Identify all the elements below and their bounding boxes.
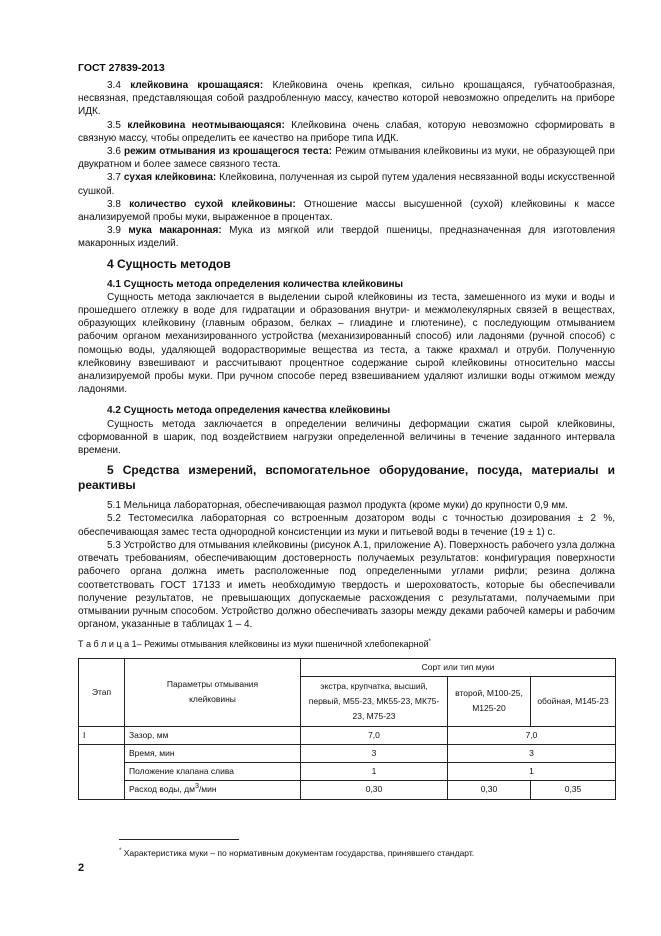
footnote-separator [119,839,239,840]
stage-cell: I [79,726,125,744]
params-header: Параметры отмывания клейковины [125,658,301,726]
paragraph-5-3: 5.3 Устройство для отмывания клейковины (рисунок А.1, приложение А). Поверхность рабочего узла должна отвечать требованиям, обеспечивающим достоверность получаемых результатов: конфигурация поверхности рабочего органа должна иметь расположенные под определенными углами рифли; резина должна соответствовать ГОСТ 17133 и иметь необходимую твердость и шероховатость, которые бы обеспечивали получение результатов, не превышающих допускаемые расхождения с результатами, получаемыми при отмывании ручным способом. Устройство должно обеспечивать зазоры между деками рабочей камеры и рабочим органом, указанные в таблицах 1 – 4. [78,539,615,631]
document-header: ГОСТ 27839-2013 [78,62,165,74]
definition-3-5: 3.5 клейковина неотмывающаяся: Клейковина очень слабая, которую невозможно сформировать в связную массу, чтобы определить ее качество на приборе типа ИДК. [78,119,615,144]
value-cell: 3 [448,744,616,762]
value-cell: 3 [301,744,448,762]
value-cell: 1 [448,763,616,781]
stage-cell [79,744,125,799]
subsection-4-1-text: Сущность метода заключается в выделении сырой клейковины из теста, замешенного из муки и воды и прошедшего отлежку в воде для гидратации и образования внутри- и межмолекулярных связей в веществах, образующих клейковину (главным образом, белках – глиадине и глютенине), с последующим отмыванием рабочим органом механизированного устройства (механизированный способ) или ладонями (ручной способ) с помощью воды, удаляющей водорастворимые вещества из теста, а также крахмал и отруби. Полученную клейковину взвешивают и рассчитывают процентное содержание сырой клейковины относительно массы анализируемой пробы муки. При ручном способе перед взвешиванием удаляют излишки воды отжимом между ладонями. [78,291,615,396]
value-cell: 7,0 [301,726,448,744]
table-row [79,763,616,781]
param-cell: Расход воды, $дм^3$/мин [125,781,301,799]
param-cell: Зазор, мм [125,726,301,744]
table-row [79,744,616,762]
subsection-4-1-heading: 4.1 Сущность метода определения количества клейковины [107,278,404,290]
grade-col-1: экстра, крупчатка, высший, первый, М55-23, МК55-23, МК75-23, М75-23 [301,676,448,726]
value-cell: 0,30 [301,781,448,799]
value-cell: 1 [301,763,448,781]
section-5-heading: 5 Средства измерений, вспомогательное оборудование, посуда, материалы и реактивы [78,463,615,493]
value-cell: 0,30 [448,781,531,799]
paragraph-5-1: 5.1 Мельница лабораторная, обеспечивающая размол продукта (кроме муки) до крупности 0,9 мм. [107,500,568,512]
footnote: * Характеристика муки – по нормативным документам государства, принявшего стандарт. [119,848,475,858]
section-4-heading: 4 Сущность методов [107,256,231,271]
table-header-row [79,658,616,676]
stage-header: Этап [79,658,125,726]
param-cell: Время, мин [125,744,301,762]
definition-3-6: 3.6 режим отмывания из крошащегося теста: Режим отмывания клейковины из муки, не образующей при двукратном и более замесе связного теста. [78,146,615,171]
page-content [78,79,615,800]
grade-col-2: второй, М100-25, М125-20 [448,676,531,726]
definition-3-8: 3.8 количество сухой клейковины: Отношение массы высушенной (сухой) клейковины к массе анализируемой пробы муки, выраженное в процентах. [78,198,615,224]
washing-modes-table [78,658,616,800]
grade-col-3: обойная, М145-23 [531,676,616,726]
value-cell: 7,0 [448,726,616,744]
table-row [79,726,616,744]
definition-3-7: 3.7 сухая клейковина: Клейковина, полученная из сырой путем удаления несвязанной воды искусственной сушкой. [78,172,615,197]
table-row [79,781,616,799]
definition-3-4: 3.4 клейковина крошащаяся: Клейковина очень крепкая, сильно крошащаяся, губчатообразная, несвязная, представляющая собой раздробленную массу, качество которой невозможно определить на приборе ИДК. [78,80,616,118]
param-cell: Положение клапана слива [125,763,301,781]
paragraph-5-2: 5.2 Тестомесилка лабораторная со встроенным дозатором воды с точностью дозирования ± 2 %, обеспечивающая замес теста однородной консистенции из муки и питьевой воды в течение (19 ± 1) с. [78,513,615,538]
table-caption: Т а б л и ц а 1– Режимы отмывания клейковины из муки пшеничной хлебопекарной* [78,639,431,650]
definition-3-9: 3.9 мука макаронная: Мука из мягкой или твердой пшеницы, предназначенная для изготовления макаронных изделий. [78,225,616,250]
subsection-4-2-text: Сущность метода заключается в определении величины деформации сжатия сырой клейковины, сформованной в шарик, под воздействием нагрузки определенной величины в течение заданного интервала времени. [78,418,615,457]
grade-header: Сорт или тип муки [301,658,616,676]
value-cell: 0,35 [531,781,616,799]
subsection-4-2-heading: 4.2 Сущность метода определения качества клейковины [107,405,391,417]
page-number: 2 [78,862,85,874]
